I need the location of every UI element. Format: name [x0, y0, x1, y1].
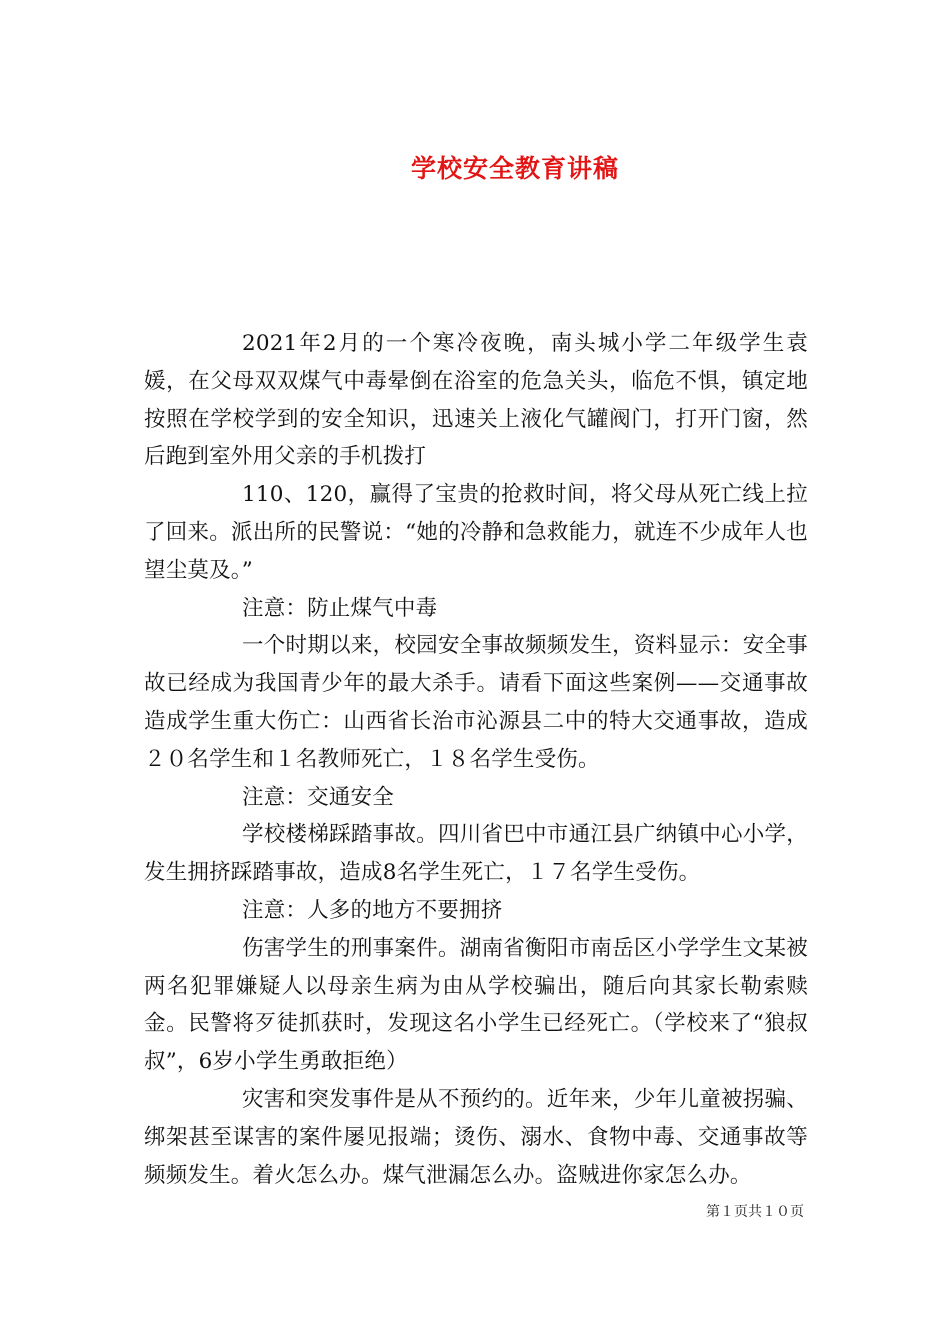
paragraph-1: 2021年2月的一个寒冷夜晚，南头城小学二年级学生袁媛，在父母双双煤气中毒晕倒在浴室的危急关头，临危不惧，镇定地按照在学校学到的安全知识，迅速关上液化气罐阀门，打开门窗，然后跑到室外用父亲的手机拨打: [144, 331, 808, 470]
paragraph-6: 灾害和突发事件是从不预约的。近年来，少年儿童被拐骗、绑架甚至谋害的案件屡见报端；烫伤、溺水、食物中毒、交通事故等频频发生。着火怎么办。煤气泄漏怎么办。盗贼进你家怎么办。: [144, 1086, 808, 1188]
document-title: 学校安全教育讲稿: [410, 153, 619, 183]
note-crowd: 注意：人多的地方不要拥挤: [242, 897, 503, 923]
paragraph-2: 110、120，赢得了宝贵的抢救时间，将父母从死亡线上拉了回来。派出所的民警说：“她的冷静和急救能力，就连不少成年人也望尘莫及。”: [144, 482, 808, 583]
paragraph-3: 一个时期以来，校园安全事故频频发生，资料显示：安全事故已经成为我国青少年的最大杀手。请看下面这些案例——交通事故造成学生重大伤亡：山西省长治市沁源县二中的特大交通事故，造成２０名学生和１名教师死亡，１８名学生受伤。: [144, 633, 808, 772]
note-traffic-safety: 注意：交通安全: [242, 784, 394, 810]
document-body: [144, 325, 808, 1194]
page-number: 第１页共１０页: [706, 1204, 804, 1220]
paragraph-4: 学校楼梯踩踏事故。四川省巴中市通江县广纳镇中心小学，发生拥挤踩踏事故，造成8名学生死亡，１７名学生受伤。: [144, 822, 808, 886]
note-gas-poisoning: 注意：防止煤气中毒: [242, 595, 438, 621]
paragraph-5: 伤害学生的刑事案件。湖南省衡阳市南岳区小学学生文某被两名犯罪嫌疑人以母亲生病为由从学校骗出，随后向其家长勒索赎金。民警将歹徒抓获时，发现这名小学生已经死亡。（学校来了“狼叔叔”，6岁小学生勇敢拒绝）: [144, 935, 808, 1075]
